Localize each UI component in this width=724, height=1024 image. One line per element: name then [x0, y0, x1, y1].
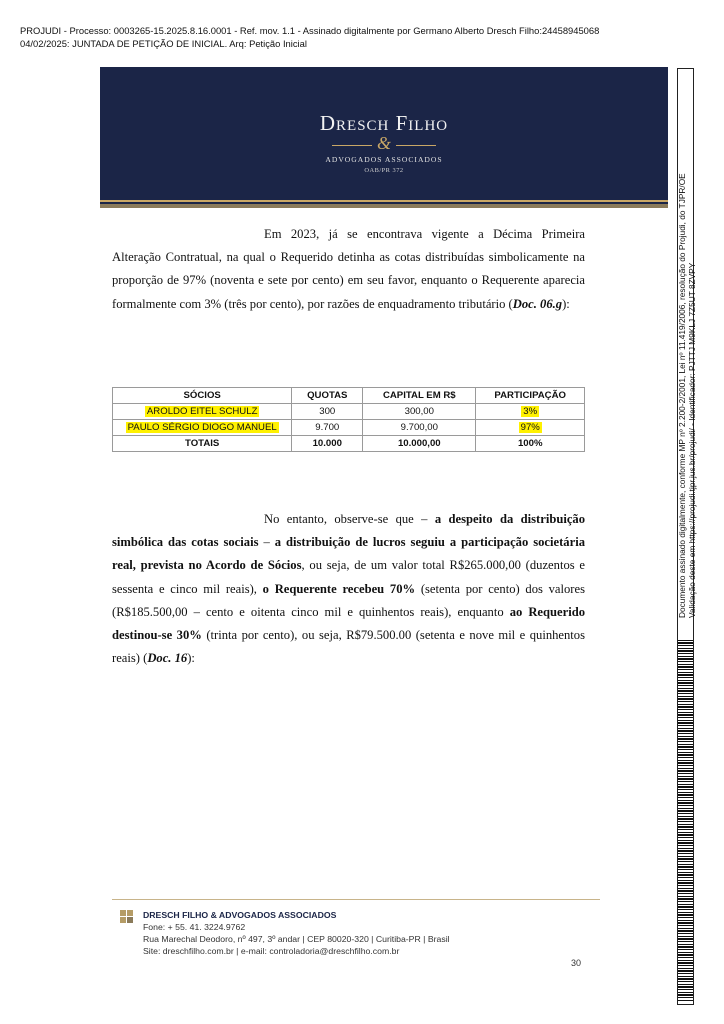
footer-firm-name: DRESCH FILHO & ADVOGADOS ASSOCIADOS	[143, 910, 337, 920]
page-number: 30	[571, 958, 582, 968]
quotas-cell: 9.700	[292, 420, 363, 436]
paragraph-2	[112, 508, 585, 670]
p2-text-2: –	[258, 535, 275, 550]
p2-bold-1: a despeito da distribuição simbólica das cotas sociais	[112, 512, 586, 550]
projudi-stamp	[20, 25, 599, 50]
table-header-row	[113, 388, 585, 404]
p2-text-5: (trinta por cento), ou seja, R$79.500.00 (setenta e nove mil e quinhentos reais) (	[112, 628, 585, 666]
stamp-line-1: PROJUDI - Processo: 0003265-15.2025.8.16.0001 - Ref. mov. 1.1 - Assinado digitalmente por Germano Alberto Dresch Filho:24458945068	[20, 25, 600, 36]
partners-table	[112, 387, 585, 452]
firm-logo-ampersand: &	[376, 133, 391, 153]
p2-bold-4: ao Requerido destinou-se 30%	[112, 604, 585, 643]
banner-gold-stripe	[100, 200, 668, 202]
quotas-cell: 300	[292, 404, 363, 420]
p2-text-3: , ou seja, de um valor total R$265.000,00 (duzentos e sessenta e cinco mil reais),	[112, 558, 585, 596]
participation-value: 97%	[520, 422, 540, 433]
p2-text-1: No entanto, observe-se que –	[264, 512, 435, 526]
paragraph-1	[112, 223, 585, 316]
side-stamp-line-1: Documento assinado digitalmente, conforme MP nº 2.200-2/2001, Lei nº 11.419/2006, resolução do Projudi, do TJPR/OE	[677, 173, 687, 618]
p2-bold-2: a distribuição de lucros seguiu a participação societária real, prevista no Acordo de Sócios	[112, 535, 585, 573]
totals-label: TOTAIS	[113, 436, 292, 452]
header-capital: CAPITAL EM R$	[363, 388, 476, 404]
doc-reference-16: Doc. 16	[147, 651, 188, 666]
p2-text-4: (setenta por cento) dos valores (R$185.500,00 – cento e oitenta cinco mil e quinhentos reais), enquanto	[112, 581, 585, 619]
table-row	[113, 420, 585, 436]
p2-text-6: ):	[187, 651, 195, 666]
banner-bottom-stripe	[100, 204, 668, 208]
table-totals-row	[113, 436, 585, 452]
totals-participation: 100%	[476, 436, 585, 452]
paragraph-1-text: Em 2023, já se encontrava vigente a Décima Primeira Alteração Contratual, na qual o Requerido detinha as cotas distribuídas simbolicamente na proporção de 97% (noventa e sete por cento) em seu favor, enquanto o Requerente aparecia formalmente com 3% (três por cento), por razões de enquadramento tributário (	[112, 227, 585, 311]
side-stamp-line-2: Validação deste em https://projudi.tjpr.jus.br/projudi/ - Identificador: PJTTJ M9KLJ 7Z5UT 8ZVPY	[686, 262, 697, 618]
totals-capital: 10.000,00	[363, 436, 476, 452]
partner-name: AROLDO EITEL SCHULZ	[146, 406, 258, 417]
capital-cell: 300,00	[363, 404, 476, 420]
paragraph-1-end: ):	[562, 296, 570, 311]
firm-logo-subtitle: ADVOGADOS ASSOCIADOS	[325, 155, 443, 164]
participation-cell	[476, 404, 585, 420]
p2-bold-3: o Requerente recebeu 70%	[262, 581, 416, 596]
letterhead-banner	[100, 67, 668, 208]
participation-value: 3%	[523, 406, 538, 417]
footer-site-email: Site: dreschfilho.com.br | e-mail: controladoria@dreschfilho.com.br	[143, 946, 400, 956]
barcode	[678, 640, 693, 1002]
firm-logo-name: Dresch Filho	[319, 111, 449, 135]
partner-name: PAULO SÉRGIO DIOGO MANUEL	[127, 422, 277, 433]
header-socios: SÓCIOS	[113, 388, 292, 404]
totals-quotas: 10.000	[292, 436, 363, 452]
firm-logo-oab: OAB/PR 372	[364, 167, 404, 174]
firm-mark-icon	[120, 910, 140, 926]
capital-cell: 9.700,00	[363, 420, 476, 436]
partner-name-cell	[113, 420, 292, 436]
stamp-line-2: 04/02/2025: JUNTADA DE PETIÇÃO DE INICIAL. Arq: Petição Inicial	[20, 37, 307, 49]
header-quotas: QUOTAS	[292, 388, 363, 404]
doc-reference-06g: Doc. 06.g	[512, 296, 563, 311]
footer-address: Rua Marechal Deodoro, nº 497, 3º andar | CEP 80020-320 | Curitiba-PR | Brasil	[143, 934, 450, 944]
footer-phone: Fone: + 55. 41. 3224.9762	[143, 922, 246, 932]
header-participacao: PARTICIPAÇÃO	[476, 388, 585, 404]
table-row	[113, 404, 585, 420]
partner-name-cell	[113, 404, 292, 420]
logo-divider-right	[396, 145, 436, 146]
participation-cell	[476, 420, 585, 436]
digital-signature-text	[678, 78, 697, 618]
footer-contact	[143, 909, 450, 957]
footer-divider	[112, 899, 600, 900]
